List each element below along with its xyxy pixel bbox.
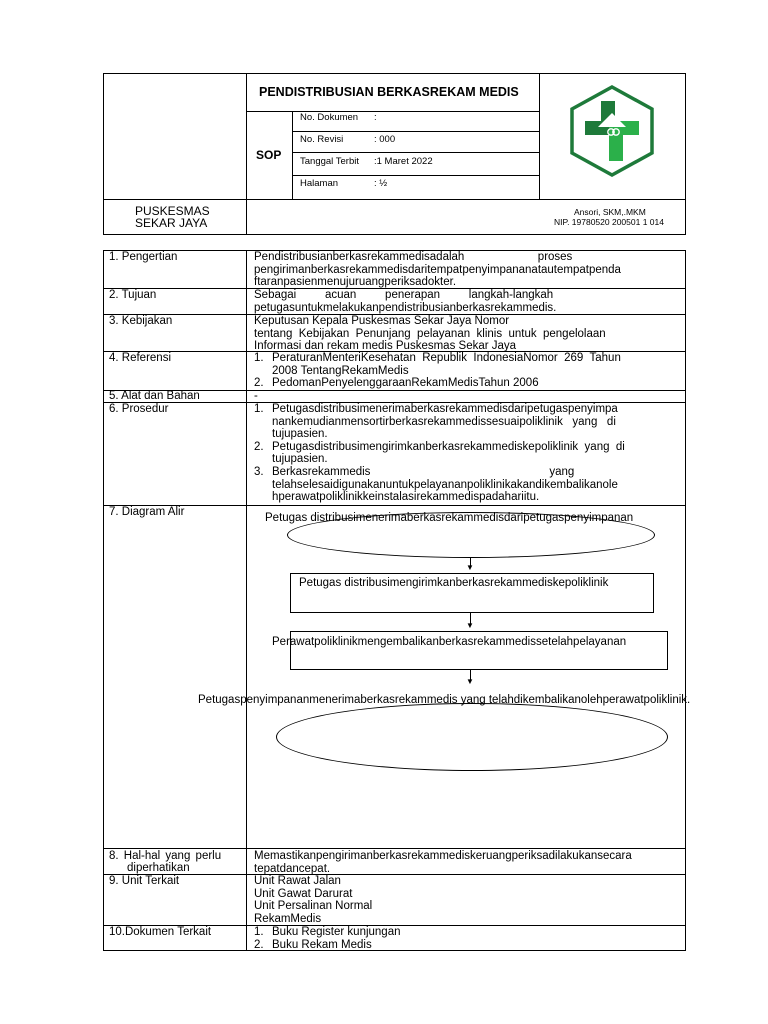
content-pengertian [254,251,679,289]
prosedur-step-line: hperawatpoliklinikkeinstalasirekammedispadahariitu. [272,491,540,504]
pengertian-line: ftaranpasienmenujuruangperiksadokter. [254,276,457,289]
flow-step-4-text: Petugaspenyimpananmenerimaberkasrekammedis yang telahdikembalikanolehperawatpoliklinik. [198,694,691,706]
referensi-item-line: PedomanPenyelenggaraanRekamMedisTahun 2006 [272,377,539,390]
label-unit-terkait: 9. Unit Terkait [109,875,180,887]
referensi-item [254,352,679,377]
unit-item: Unit Gawat Darurat [254,887,353,900]
label-alat-bahan: 5. Alat dan Bahan [109,390,200,402]
prosedur-step-line: Petugasdistribusimengirimkanberkasrekammediskepoliklinik yang di [272,440,625,453]
kebijakan-line: Keputusan Kepala Puskesmas Sekar Jaya Nomor [254,315,510,327]
label-tujuan: 2. Tujuan [109,289,157,301]
unit-item: Unit Rawat Jalan [254,875,341,887]
prosedur-step-number: 3. [254,465,264,478]
label-pengertian: 1. Pengertian [109,251,178,263]
meta-label-halaman: Halaman [300,178,339,189]
prosedur-step [254,441,679,466]
hal-line: tepatdancepat. [254,862,331,875]
referensi-item-number: 1. [254,352,264,364]
content-kebijakan [254,315,679,353]
dokumen-item-number: 2. [254,938,264,951]
dokumen-item-number: 1. [254,926,264,938]
flow-step-3-text: Perawatpoliklinikmengembalikanberkasrekammedissetelahpelayanan [272,636,627,648]
prosedur-step [254,403,679,441]
referensi-item-line: 2008 TentangRekamMedis [272,364,409,377]
label-kebijakan: 3. Kebijakan [109,315,173,327]
content-hal-hal [254,850,679,875]
dokumen-item-text: Buku Register kunjungan [272,926,401,938]
prosedur-step-line: Petugasdistribusimenerimaberkasrekammedisdaripetugaspenyimpa [272,403,618,415]
label-prosedur: 6. Prosedur [109,403,169,415]
org-name-line1: PUSKESMAS [135,204,210,218]
prosedur-step-line: Berkasrekammedis yang [272,465,575,478]
puskesmas-logo [564,83,660,179]
label-referensi: 4. Referensi [109,352,172,364]
dokumen-item-text: Buku Rekam Medis [272,938,372,951]
content-dokumen-terkait [254,926,679,951]
referensi-item-number: 2. [254,377,264,390]
flow-end-oval [276,703,668,771]
prosedur-step-line: tujupasien. [272,428,328,441]
dokumen-item [254,926,679,939]
content-prosedur [254,403,679,504]
flow-arrow-2-head: ▼ [466,621,474,630]
referensi-item-line: PeraturanMenteriKesehatan Republik IndonesiaNomor 269 Tahun [272,352,621,364]
flow-arrow-3-head: ▼ [466,677,474,686]
label-diagram-alir: 7. Diagram Alir [109,506,185,518]
meta-value-tanggal-terbit: :1 Maret 2022 [374,156,433,167]
unit-item: RekamMedis [254,912,322,925]
content-referensi [254,352,679,390]
flow-step-1-text: Petugas distribusimenerimaberkasrekammedisdaripetugaspenyimpanan [265,512,634,524]
prosedur-step-number: 1. [254,403,264,415]
label-hal-hal-line2: diperhatikan [127,862,190,874]
flow-step-2-text: Petugas distribusimengirimkanberkasrekammediskepoliklinik [299,577,609,589]
tujuan-line: Sebagai acuan penerapan langkah-langkah [254,289,554,301]
content-tujuan [254,289,679,314]
content-unit-terkait [254,875,679,925]
flow-arrow-1-head: ▼ [466,563,474,572]
pengertian-line: Pendistribusianberkasrekammedisadalah proses [254,251,573,263]
meta-value-no-revisi: : 000 [374,134,396,145]
meta-value-no-dokumen: : [374,112,377,123]
meta-label-no-dokumen: No. Dokumen [300,112,359,123]
prosedur-step-line: nankemudianmensortirberkasrekammedissesuaipoliklinik yang di [272,415,616,428]
kebijakan-line: Informasi dan rekam medis Puskesmas Sekar Jaya [254,340,517,353]
meta-label-tanggal-terbit: Tanggal Terbit [300,156,359,167]
label-dokumen-terkait: 10.Dokumen Terkait [109,926,212,938]
prosedur-step [254,466,679,504]
document-title: PENDISTRIBUSIAN BERKASREKAM MEDIS [259,85,519,99]
signer-nip: NIP. 19780520 200501 1 014 [554,217,664,227]
signer-name: Ansori, SKM,.MKM [574,207,646,217]
unit-item: Unit Persalinan Normal [254,900,373,913]
meta-label-no-revisi: No. Revisi [300,134,344,145]
kebijakan-line: tentang Kebijakan Penunjang pelayanan klinis untuk pengelolaan [254,327,606,340]
meta-value-halaman: : ½ [374,178,388,189]
sop-label: SOP [256,148,282,162]
prosedur-step-line: telahselesaidigunakanuntukpelayananpoliklinikakandikembalikanole [272,478,618,491]
hal-line: Memastikanpengirimanberkasrekammediskeruangperiksadilakukansecara [254,850,632,862]
prosedur-step-number: 2. [254,440,264,453]
dokumen-item [254,939,679,952]
content-alat-bahan: - [254,390,258,402]
tujuan-line: petugasuntukmelakukanpendistribusianberkasrekammedis. [254,301,557,314]
label-hal-hal: 8. Hal-hal yang perlu [109,850,222,862]
org-name-line2: SEKAR JAYA [135,216,208,230]
prosedur-step-line: tujupasien. [272,453,328,466]
pengertian-line: pengirimanberkasrekammedisdaritempatpenyimpananatautempatpenda [254,263,621,276]
referensi-item [254,377,679,390]
